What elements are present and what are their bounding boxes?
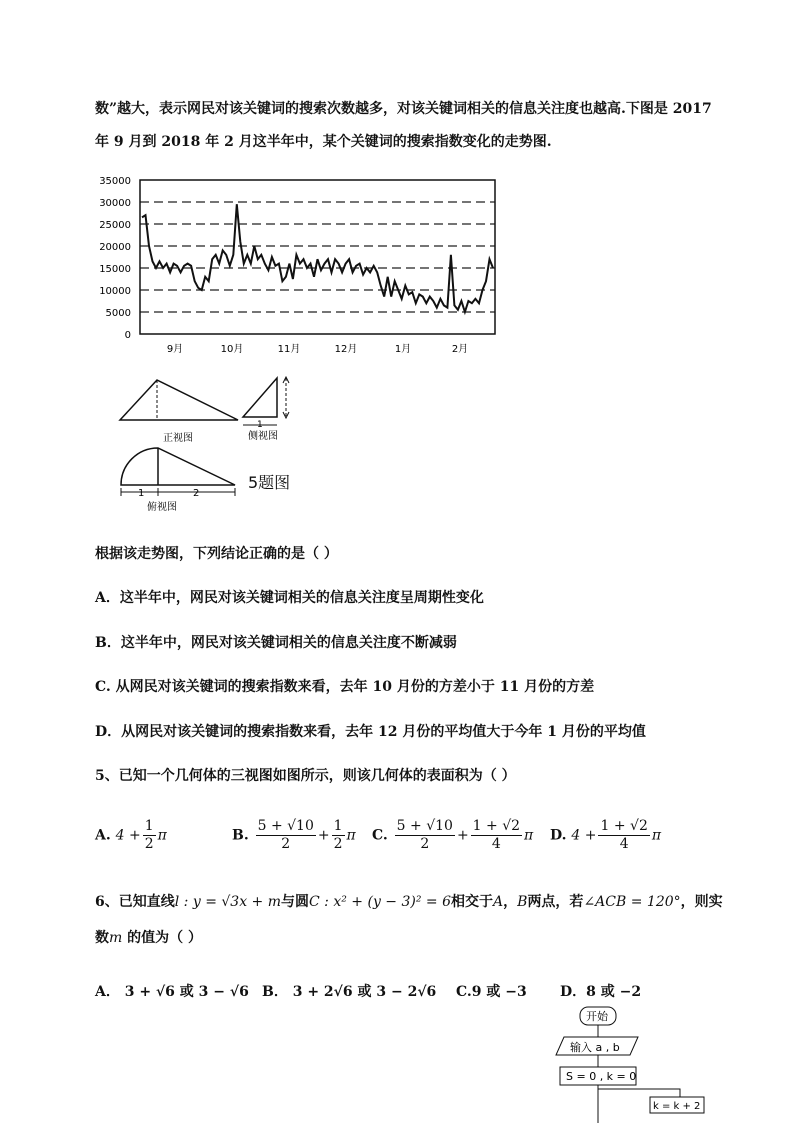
flowchart	[550, 1005, 745, 1123]
intro-line-1: 数”越大，表示网民对该关键词的搜索次数越多，对该关键词相关的信息关注度也越高.下图是 2017	[95, 101, 712, 117]
grid-lines	[140, 202, 495, 312]
flow-update: k = k + 2	[653, 1101, 701, 1112]
q6-stem-line1: 6、已知直线l : y = √3x + m与圆C : x² + (y − 3)² = 6相交于A，B两点，若∠ACB = 120°，则实	[95, 894, 723, 910]
y-tick-label: 20000	[99, 242, 131, 253]
top-view-outline	[121, 448, 235, 485]
flow-start: 开始	[586, 1010, 608, 1023]
x-tick-label: 9月	[166, 344, 184, 355]
top-view-label: 俯视图	[147, 502, 177, 513]
q4-stem: 根据该走势图，下列结论正确的是（ ）	[95, 546, 338, 562]
q4-option-b: B．这半年中，网民对该关键词相关的信息关注度不断减弱	[95, 635, 457, 651]
q5-option-d: D. 4 + $\frac{1 + √2}{4}$ π	[550, 818, 662, 852]
x-axis-ticks	[167, 343, 468, 355]
q4-option-a: A．这半年中，网民对该关键词相关的信息关注度呈周期性变化	[95, 590, 484, 606]
q4-option-c: C. 从网民对该关键词的搜索指数来看，去年 10 月份的方差小于 11 月份的方差	[95, 679, 595, 695]
intro-line-2: 年 9 月到 2018 年 2 月这半年中，某个关键词的搜索指数变化的走势图.	[95, 134, 552, 150]
q5-option-a: A. 4 + $\frac{1}{2}$ π	[95, 818, 167, 852]
q6-option-b: B． 3 + 2√6 或 3 − 2√6	[262, 984, 437, 1000]
y-tick-label: 25000	[99, 220, 131, 231]
flow-loop-line	[598, 1089, 680, 1097]
q6-option-a: A． 3 + √6 或 3 − √6	[95, 984, 249, 1000]
y-tick-label: 30000	[99, 198, 131, 209]
plot-frame	[140, 180, 495, 334]
figure5-caption: 5题图	[248, 473, 291, 492]
trend-chart	[95, 170, 505, 360]
q6-option-d: D．8 或 −2	[560, 984, 642, 1000]
y-tick-label: 10000	[99, 286, 131, 297]
q6-stem-line2: 数m 的值为（ ）	[95, 930, 203, 946]
front-view-label: 正视图	[163, 433, 193, 444]
y-tick-label: 15000	[99, 264, 131, 275]
x-tick-label: 12月	[334, 344, 358, 355]
series-line	[142, 204, 493, 312]
top-dim-1: 1	[138, 488, 145, 499]
q6-option-c: C.9 或 −3	[456, 984, 527, 1000]
x-tick-label: 10月	[220, 344, 244, 355]
three-view-figure	[115, 372, 315, 517]
flow-init: S = 0 , k = 0	[566, 1070, 637, 1083]
y-tick-label: 5000	[105, 308, 131, 319]
side-view-label: 侧视图	[248, 431, 278, 442]
x-tick-label: 1月	[394, 344, 412, 355]
flow-input: 输入 a , b	[570, 1041, 620, 1054]
y-tick-label: 35000	[99, 176, 131, 187]
top-dim-2: 2	[193, 488, 200, 499]
side-width-label: 1	[257, 420, 263, 430]
q5-option-c: C. $\frac{5 + √10}{2}$ + $\frac{1 + √2}{4}$ π	[372, 818, 534, 852]
y-axis-ticks	[99, 176, 131, 341]
front-view-triangle	[120, 380, 238, 420]
x-tick-label: 2月	[451, 344, 469, 355]
q4-option-d: D．从网民对该关键词的搜索指数来看，去年 12 月份的平均值大于今年 1 月份的平均值	[95, 724, 646, 740]
y-tick-label: 0	[124, 330, 131, 341]
x-tick-label: 11月	[277, 344, 301, 355]
q5-option-b: B. $\frac{5 + √10}{2}$ + $\frac{1}{2}$ π	[232, 818, 356, 852]
side-view-triangle	[243, 378, 277, 417]
q5-stem: 5、已知一个几何体的三视图如图所示，则该几何体的表面积为（ ）	[95, 768, 516, 784]
